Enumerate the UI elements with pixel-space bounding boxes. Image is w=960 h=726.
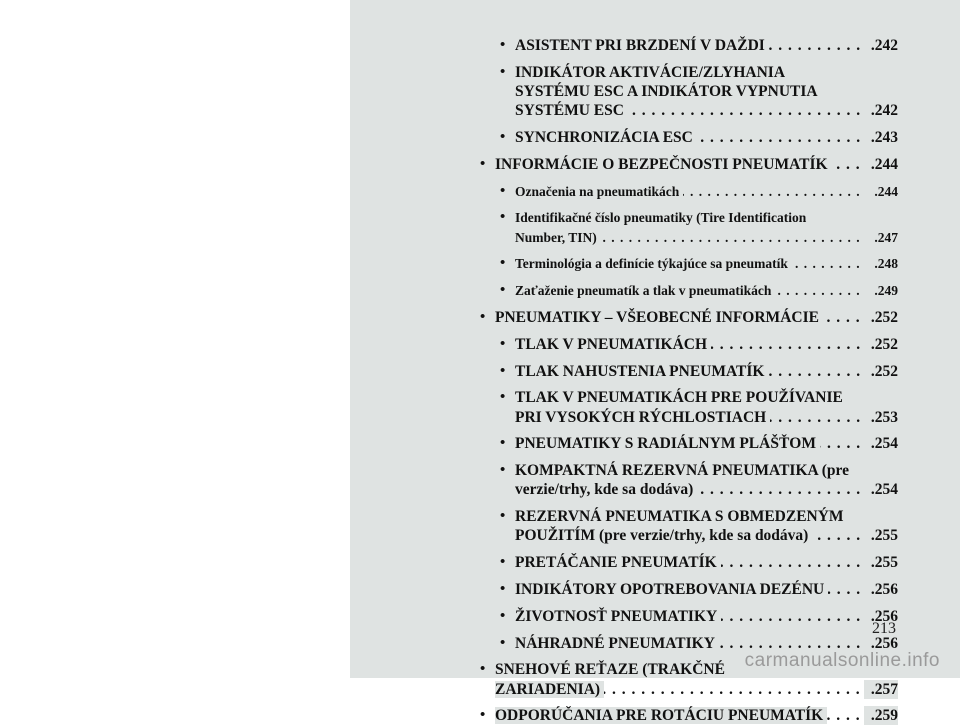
toc-page-number: .254 — [864, 480, 898, 499]
toc-entry-title: NÁHRADNÉ PNEUMATIKY — [515, 635, 719, 652]
toc-entry-title: TLAK NAHUSTENIA PNEUMATÍK — [515, 363, 768, 380]
toc-entry[interactable] — [350, 36, 960, 55]
toc-entry[interactable] — [350, 362, 960, 381]
bullet-icon: • — [500, 554, 506, 571]
toc-page-number: .249 — [864, 281, 898, 300]
toc-page-number: .247 — [864, 228, 898, 247]
bullet-icon: • — [500, 362, 506, 379]
toc-entry[interactable] — [350, 182, 960, 201]
toc-entry-title: Number, TIN) — [515, 230, 601, 245]
toc-page-number: .259 — [864, 706, 898, 725]
bullet-icon: • — [500, 282, 506, 299]
bullet-icon: • — [500, 37, 506, 53]
toc-entry-title: PRETÁČANIE PNEUMATÍK — [515, 554, 721, 571]
toc-entry-title: PRI VYSOKÝCH RÝCHLOSTIACH — [515, 409, 770, 426]
toc-page-number: .254 — [864, 434, 898, 453]
toc-entry-title: Identifikačné číslo pneumatiky (Tire Identification — [515, 210, 810, 225]
toc-page-number: .256 — [864, 607, 898, 626]
toc-entry-title: ŽIVOTNOSŤ PNEUMATIKY — [515, 608, 721, 625]
toc-entry[interactable] — [350, 308, 960, 327]
document-page — [350, 0, 960, 725]
toc-entry[interactable] — [350, 706, 960, 725]
toc-entry-title: SNEHOVÉ REŤAZE (TRAKČNÉ — [495, 661, 729, 678]
toc-entry-title: POUŽITÍM (pre verzie/trhy, kde sa dodáva) — [515, 527, 812, 544]
toc-entry-title: REZERVNÁ PNEUMATIKA S OBMEDZENÝM — [515, 508, 848, 525]
toc-page-number: .244 — [864, 182, 898, 201]
toc-entry[interactable] — [350, 434, 960, 453]
bullet-icon: • — [480, 155, 486, 172]
toc-page-number: .257 — [864, 680, 898, 699]
toc-entry-title: TLAK V PNEUMATIKÁCH — [515, 336, 711, 353]
bullet-icon: • — [500, 182, 506, 199]
bullet-icon: • — [500, 508, 506, 525]
bullet-icon: • — [480, 707, 486, 724]
toc-entry[interactable] — [350, 335, 960, 354]
toc-page-number: .252 — [864, 335, 898, 354]
toc-entry-title: verzie/trhy, kde sa dodáva) — [515, 481, 697, 498]
toc-page-number: .242 — [864, 101, 898, 120]
bullet-icon: • — [500, 389, 506, 406]
bullet-icon: • — [480, 309, 486, 325]
toc-entry-title: INDIKÁTORY OPOTREBOVANIA DEZÉNU — [515, 581, 828, 598]
toc-entry-title: SYSTÉMU ESC A INDIKÁTOR VYPNUTIA — [515, 83, 822, 100]
toc-page-number: .256 — [864, 580, 898, 599]
bullet-icon: • — [480, 661, 486, 678]
toc-entry-title: PNEUMATIKY – VŠEOBECNÉ INFORMÁCIE — [495, 309, 823, 326]
watermark: carmanualsonline.info — [744, 650, 940, 671]
toc-entry-title: Označenia na pneumatikách — [515, 184, 683, 199]
toc-entry[interactable] — [350, 155, 960, 174]
bullet-icon: • — [500, 462, 506, 479]
toc-entry[interactable] — [350, 507, 960, 545]
toc-entry[interactable] — [350, 607, 960, 626]
blank-margin — [0, 0, 350, 678]
toc-page-number: .252 — [864, 308, 898, 327]
bullet-icon: • — [500, 581, 506, 597]
toc-entry-title: INDIKÁTOR AKTIVÁCIE/ZLYHANIA — [515, 64, 789, 81]
table-of-contents — [350, 0, 960, 725]
toc-entry[interactable] — [350, 63, 960, 121]
toc-entry-title: ASISTENT PRI BRZDENÍ V DAŽDI — [515, 37, 769, 54]
toc-entry-title: SYSTÉMU ESC — [515, 102, 628, 119]
toc-page-number: .255 — [864, 526, 898, 545]
toc-page-number: .256 — [864, 634, 898, 653]
bullet-icon: • — [500, 435, 506, 452]
toc-page-number: .242 — [864, 36, 898, 55]
bullet-icon: • — [500, 63, 506, 80]
toc-entry-title: ZARIADENIA) — [495, 681, 604, 698]
toc-entry-title: KOMPAKTNÁ REZERVNÁ PNEUMATIKA (pre — [515, 462, 853, 479]
toc-entry[interactable] — [350, 208, 960, 246]
toc-page-number: .252 — [864, 362, 898, 381]
bullet-icon: • — [500, 634, 506, 651]
bullet-icon: • — [500, 209, 506, 226]
toc-entry-title: ODPORÚČANIA PRE ROTÁCIU PNEUMATÍK — [495, 707, 827, 724]
toc-entry[interactable] — [350, 254, 960, 273]
bullet-icon: • — [500, 129, 506, 145]
toc-entry[interactable] — [350, 388, 960, 426]
toc-page-number: .248 — [864, 254, 898, 273]
toc-entry[interactable] — [350, 281, 960, 300]
toc-page-number: .243 — [864, 128, 898, 147]
toc-entry[interactable] — [350, 461, 960, 499]
toc-page-number: .244 — [864, 155, 898, 174]
toc-page-number: .253 — [864, 408, 898, 427]
toc-entry-title: Zaťaženie pneumatík a tlak v pneumatikách — [515, 283, 775, 298]
toc-entry[interactable] — [350, 580, 960, 599]
toc-entry-title: TLAK V PNEUMATIKÁCH PRE POUŽÍVANIE — [515, 389, 847, 406]
page-number: 213 — [872, 620, 896, 637]
bullet-icon: • — [500, 607, 506, 624]
bullet-icon: • — [500, 335, 506, 352]
toc-entry-title: PNEUMATIKY S RADIÁLNYM PLÁŠŤOM — [515, 435, 820, 452]
toc-entry[interactable] — [350, 553, 960, 572]
toc-entry-title: INFORMÁCIE O BEZPEČNOSTI PNEUMATÍK — [495, 156, 832, 173]
toc-entry-title: SYNCHRONIZÁCIA ESC — [515, 129, 697, 146]
toc-entry-title: Terminológia a definície týkajúce sa pneumatík — [515, 256, 792, 271]
toc-page-number: .255 — [864, 553, 898, 572]
toc-entry[interactable] — [350, 128, 960, 147]
bullet-icon: • — [500, 255, 506, 272]
